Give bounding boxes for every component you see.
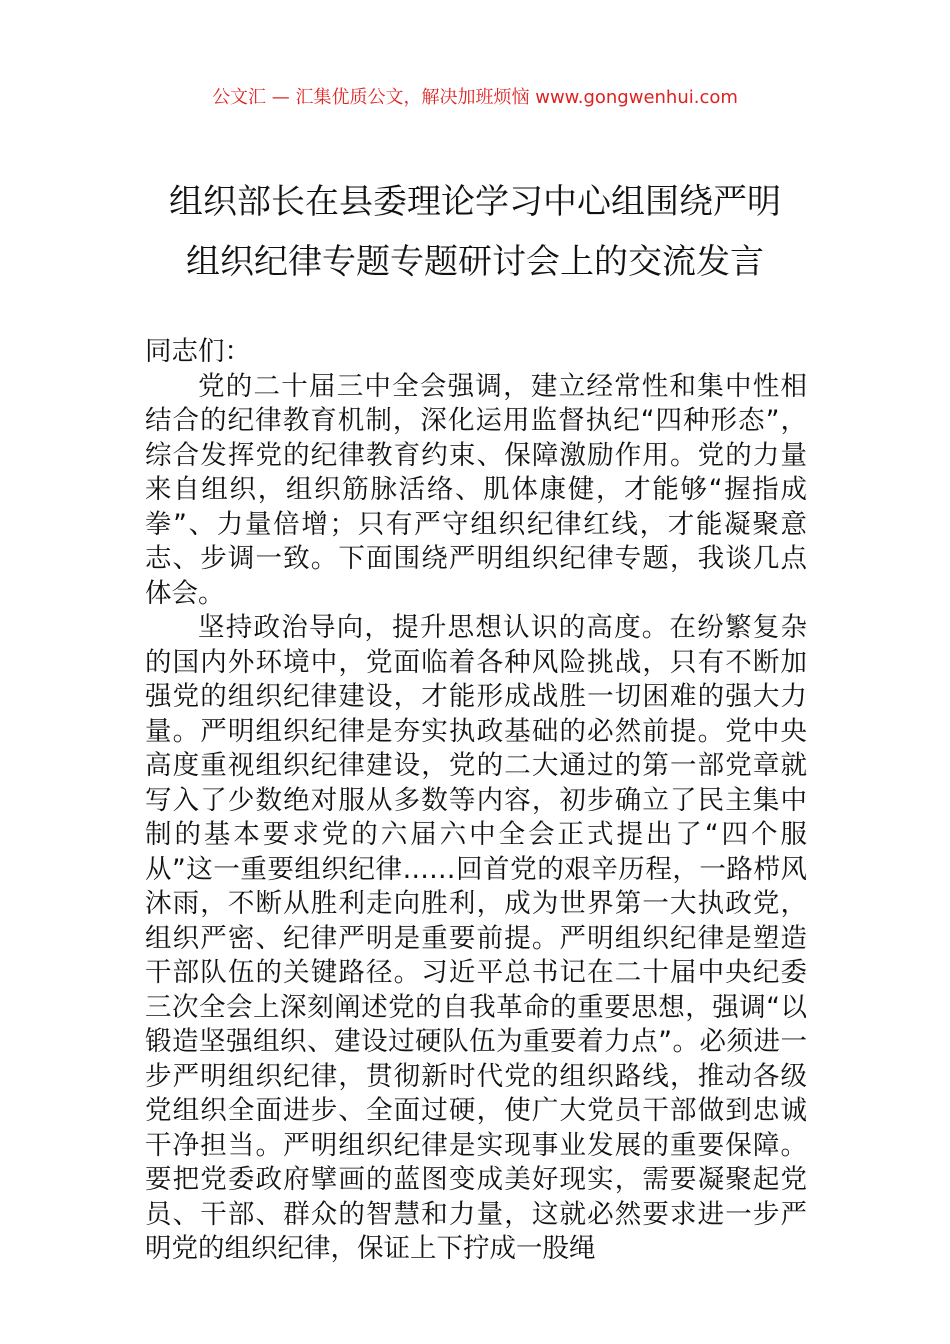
title-line-1: 组织部长在县委理论学习中心组围绕严明 xyxy=(169,182,781,222)
paragraph-1: 党的二十届三中全会强调，建立经常性和集中性相结合的纪律教育机制，深化运用监督执纪“四种形态”，综合发挥党的纪律教育约束、保障激励作用。党的力量来自组织，组织筋脉活络、肌体康健，才能够“握指成拳”、力量倍增；只有严守组织纪律红线，才能凝聚意志、步调一致。下面围绕严明组织纪律专题，我谈几点体会。 xyxy=(145,370,807,609)
document-title xyxy=(145,172,805,292)
salutation: 同志们： xyxy=(145,336,251,367)
title-line-2: 组织纪律专题专题研讨会上的交流发言 xyxy=(186,242,764,282)
header-banner: 公文汇 — 汇集优质公文，解决加班烦恼 www.gongwenhui.com xyxy=(212,87,738,108)
paragraph-2: 坚持政治导向，提升思想认识的高度。在纷繁复杂的国内外环境中，党面临着各种风险挑战，只有不断加强党的组织纪律建设，才能形成战胜一切困难的强大力量。严明组织纪律是夯实执政基础的必然前提。党中央高度重视组织纪律建设，党的二大通过的第一部党章就写入了少数绝对服从多数等内容，初步确立了民主集中制的基本要求党的六届六中全会正式提出了“四个服从”这一重要组织纪律……回首党的艰辛历程，一路栉风沐雨，不断从胜利走向胜利，成为世界第一大执政党，组织严密、纪律严明是重要前提。严明组织纪律是塑造干部队伍的关键路径。习近平总书记在二十届中央纪委三次全会上深刻阐述党的自我革命的重要思想，强调“以锻造坚强组织、建设过硬队伍为重要着力点”。必须进一步严明组织纪律，贯彻新时代党的组织路线，推动各级党组织全面进步、全面过硬，使广大党员干部做到忠诚干净担当。严明组织纪律是实现事业发展的重要保障。要把党委政府擘画的蓝图变成美好现实，需要凝聚起党员、干部、群众的智慧和力量，这就必然要求进一步严明党的组织纪律，保证上下拧成一股绳 xyxy=(145,612,807,1264)
document-body xyxy=(145,335,807,1267)
